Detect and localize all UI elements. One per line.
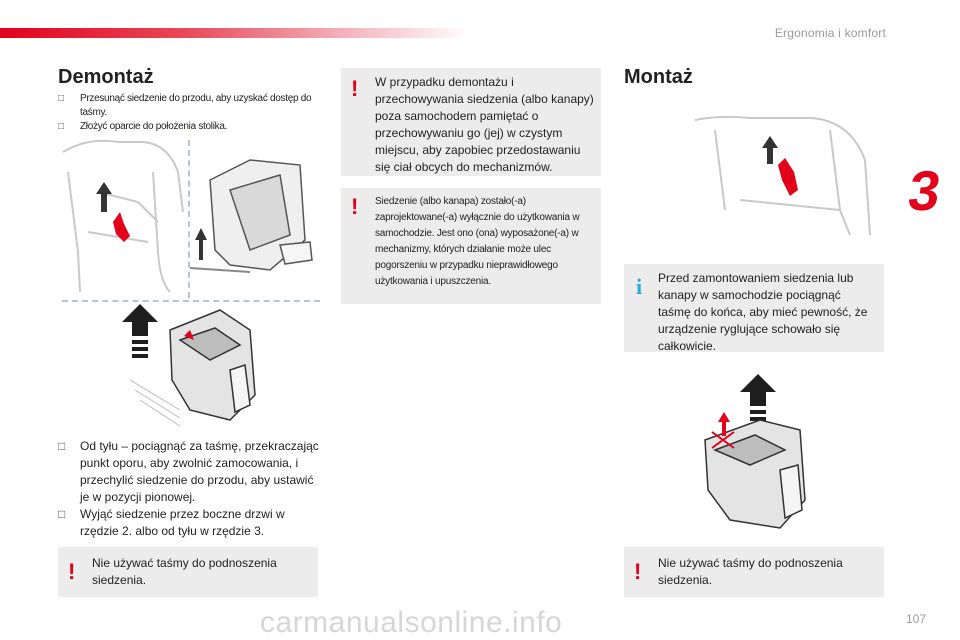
header-accent-bar [0,28,470,38]
demontaz-steps-top [58,92,328,134]
info-box-latch [624,264,884,352]
list-item [58,438,320,506]
step-text: Przesunąć siedzenie do przodu, aby uzyskać dostęp do taśmy. [80,93,312,118]
montaz-title: Montaż [624,66,693,88]
warning-box-strap [58,547,318,597]
list-item [58,506,320,540]
chapter-number: 3 [904,159,945,222]
illustration-seat-lift [110,300,270,430]
page-number: 107 [905,612,926,626]
info-text: Przed zamontowaniem siedzenia lub kanapy w samochodzie pociągnąć taśmę do końca, aby mieć pewność, że urządzenie ryglujące schowało się całkowicie. [658,271,868,353]
big-arrow-up-icon [122,304,158,358]
warning-text: Nie używać taśmy do podnoszenia siedzenia. [658,556,843,587]
warning-text: W przypadku demontażu i przechowywania siedzenia (albo kanapy) poza samochodem pamiętać o przechowywaniu go (jej) w czystym miejscu, aby zapobiec przedostawaniu się ciał obcych do mechanizmów. [375,75,594,174]
warning-box-usage [341,188,601,304]
square-bullet-icon: □ [58,439,66,453]
warning-icon: ! [351,194,359,219]
arrow-up-icon [762,136,778,164]
arrow-up-icon [96,182,112,212]
warning-icon: ! [351,76,359,101]
illustration-strap-pull [58,132,188,297]
warning-text: Siedzenie (albo kanapa) zostało(-a) zaprojektowane(-a) wyłącznie do użytkowania w samochodzie. Jest ono (ona) wyposażone(-a) w mechanizmy, których działanie może ulec pogorszeniu w przypadku nieprawidłowego użytkowania i upuszczenia. [375,196,580,287]
info-icon: i [636,274,643,299]
warning-box-storage [341,68,601,176]
illustration-strap-retract [690,110,880,240]
list-item [58,92,328,120]
step-text: Od tyłu – pociągnąć za taśmę, przekraczając punkt oporu, aby zwolnić zamocowania, i przechylić siedzenie do przodu, aby ustawić je w pozycji pionowej. [80,439,319,504]
section-title: Ergonomia i komfort [774,26,886,40]
square-bullet-icon: □ [58,93,64,104]
illustration-seat-install [690,370,850,530]
strap [778,158,798,196]
demontaz-steps-bottom [58,438,320,540]
warning-text: Nie używać taśmy do podnoszenia siedzenia. [92,556,277,587]
watermark: carmanualsonline.info [260,606,563,639]
step-text: Wyjąć siedzenie przez boczne drzwi w rzędzie 2. albo od tyłu w rzędzie 3. [80,507,285,538]
warning-box-strap-montaz [624,547,884,597]
square-bullet-icon: □ [58,121,64,132]
square-bullet-icon: □ [58,507,66,521]
step-text: Złożyć oparcie do położenia stolika. [80,121,228,132]
demontaz-title: Demontaż [58,66,154,88]
arrow-up-icon [195,228,207,260]
warning-icon: ! [68,559,76,584]
warning-icon: ! [634,559,642,584]
illustration-seat-folded [190,150,320,280]
big-arrow-up-icon [740,374,776,428]
